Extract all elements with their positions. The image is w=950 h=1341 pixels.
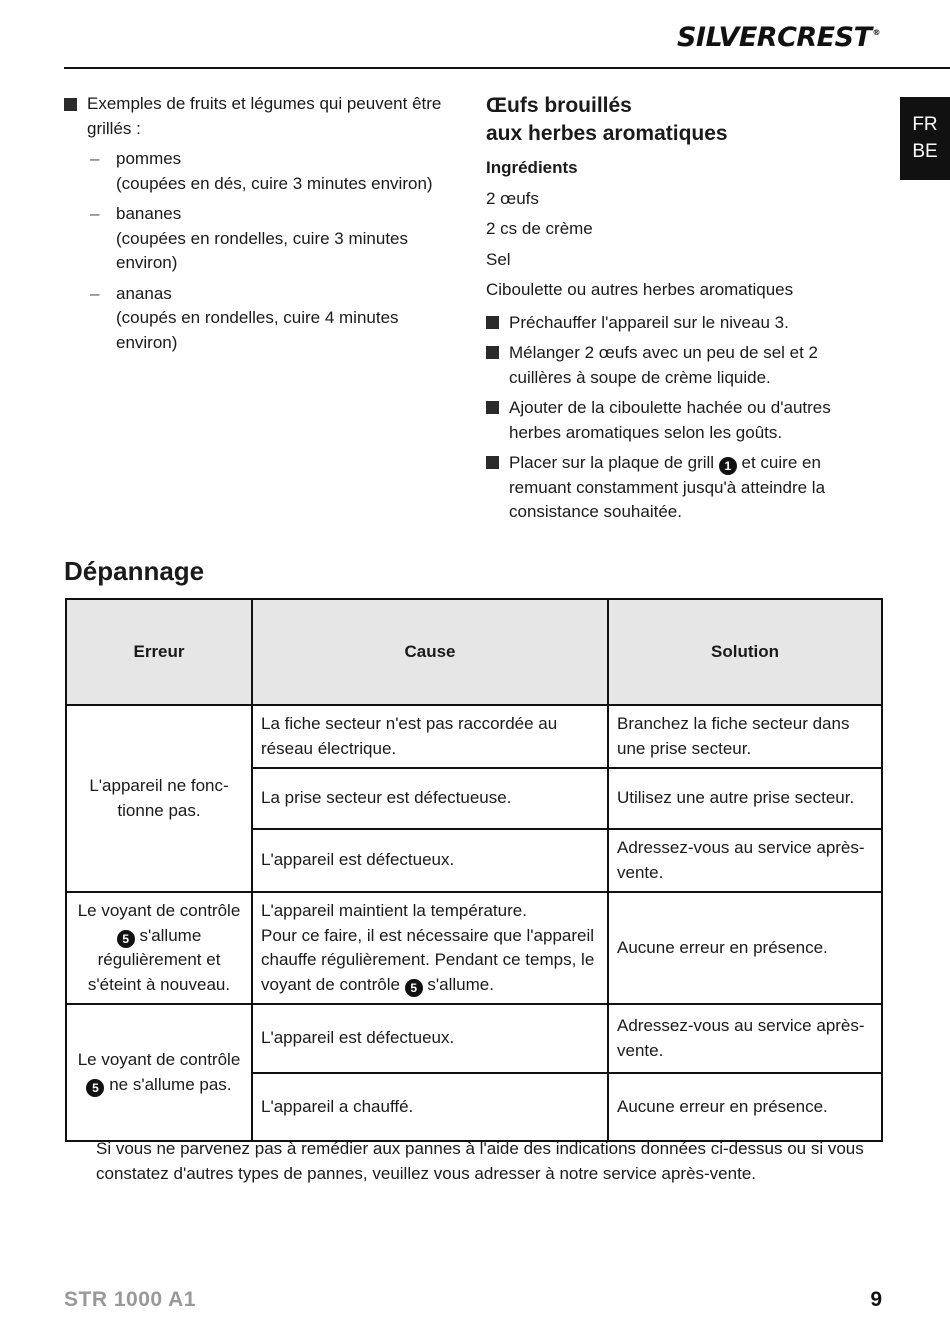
step-text-part: Placer sur la plaque de grill xyxy=(509,453,715,472)
registered-mark: ® xyxy=(872,28,880,37)
fruit-name: pommes xyxy=(116,149,182,168)
step-text: Ajouter de la ciboulette hachée ou d'autres herbes aromatiques selon les goûts. xyxy=(509,398,831,442)
step-text-part: et cuire en remuant constamment jusqu'à atteindre la consistance souhaitée. xyxy=(509,453,826,521)
list-item xyxy=(90,202,454,276)
error-text-part: Le voyant de contrôle xyxy=(77,901,241,920)
square-bullet-icon xyxy=(486,316,499,329)
square-bullet-icon xyxy=(486,346,499,359)
table-row xyxy=(66,892,882,1004)
solution-cell: Aucune erreur en présence. xyxy=(608,892,882,1004)
recipe-title xyxy=(486,92,866,148)
column-header-solution: Solution xyxy=(608,599,882,705)
number-1-badge-icon: 1 xyxy=(719,457,737,475)
table-row xyxy=(66,1004,882,1073)
brand-logo xyxy=(677,22,880,53)
solution-cell: Adressez-vous au service après-vente. xyxy=(608,1004,882,1073)
solution-cell: Adressez-vous au service après-vente. xyxy=(608,829,882,892)
list-item xyxy=(90,282,454,356)
model-number: STR 1000 A1 xyxy=(64,1288,196,1311)
page-number: 9 xyxy=(870,1288,882,1311)
fruit-name: bananes xyxy=(116,204,182,223)
brand-name: SILVERCREST xyxy=(676,22,872,53)
troubleshooting-note: Si vous ne parvenez pas à remédier aux pannes à l'aide des indications données ci-dessus ou si vous constatez d'autres types de pannes, veuillez vous adresser à notre service après-vente. xyxy=(96,1139,864,1183)
error-cell xyxy=(66,1004,252,1141)
cause-cell: L'appareil est défectueux. xyxy=(252,829,608,892)
square-bullet-icon xyxy=(486,401,499,414)
cause-cell: L'appareil a chauffé. xyxy=(252,1073,608,1141)
ingredients-label: Ingrédients xyxy=(486,158,578,177)
cause-cell xyxy=(252,892,608,1004)
cause-text-part: Pour ce faire, il est nécessaire que l'appareil chauffe régulièrement. Pendant ce temps, le voyant de contrôle xyxy=(261,925,595,994)
error-cell xyxy=(66,892,252,1004)
ingredient: 2 œufs xyxy=(486,188,539,208)
fruit-detail: environ) xyxy=(116,332,178,352)
dash-icon: – xyxy=(90,149,100,168)
column-header-error: Erreur xyxy=(66,599,252,705)
recipe-steps xyxy=(486,311,866,525)
fruit-detail: (coupés en rondelles, cuire 4 minutes xyxy=(116,308,399,327)
recipe-title-line2: aux herbes aromatiques xyxy=(486,122,728,145)
step-text: Mélanger 2 œufs avec un peu de sel et 2 cuillères à soupe de crème liquide. xyxy=(509,343,819,387)
solution-cell: Aucune erreur en présence. xyxy=(608,1073,882,1141)
number-5-badge-icon: 5 xyxy=(86,1079,104,1097)
section-title: Dépannage xyxy=(64,556,205,586)
step-text xyxy=(509,451,866,525)
step-text: Préchauffer l'appareil sur le niveau 3. xyxy=(509,312,789,332)
table-header-row xyxy=(66,599,882,705)
lang-code-fr: FR xyxy=(912,114,938,135)
intro-bullet xyxy=(64,92,454,141)
fruit-list xyxy=(90,147,454,355)
ingredient: 2 cs de crème xyxy=(486,219,593,238)
error-text-part: ne s'allume pas. xyxy=(109,1074,232,1094)
step xyxy=(486,451,866,525)
fruit-detail: (coupées en rondelles, cuire 3 minutes xyxy=(116,228,408,248)
number-5-badge-icon: 5 xyxy=(117,930,135,948)
cause-cell: La fiche secteur n'est pas raccordée au réseau électrique. xyxy=(252,705,608,768)
step xyxy=(486,311,866,336)
ingredient: Sel xyxy=(486,249,511,269)
fruit-name: ananas xyxy=(116,283,172,303)
list-item xyxy=(90,147,454,196)
cause-cell: L'appareil est défectueux. xyxy=(252,1004,608,1073)
troubleshooting-table xyxy=(65,598,883,1142)
recipe xyxy=(486,92,866,531)
recipe-title-line1: Œufs brouillés xyxy=(486,94,632,117)
intro-text: Exemples de fruits et légumes qui peuvent être grillés : xyxy=(87,94,442,138)
table-row xyxy=(66,705,882,768)
cause-cell: La prise secteur est défectueuse. xyxy=(252,768,608,829)
solution-cell: Utilisez une autre prise secteur. xyxy=(608,768,882,829)
lang-code-be: BE xyxy=(912,141,938,162)
error-text-part: Le voyant de contrôle xyxy=(77,1050,241,1069)
solution-cell: Branchez la fiche secteur dans une prise secteur. xyxy=(608,705,882,768)
dash-icon: – xyxy=(90,283,100,303)
number-5-badge-icon: 5 xyxy=(405,979,423,997)
fruit-examples xyxy=(64,92,454,361)
fruit-detail: environ) xyxy=(116,253,178,272)
step xyxy=(486,341,866,390)
column-header-cause: Cause xyxy=(252,599,608,705)
fruit-detail: (coupées en dés, cuire 3 minutes environ) xyxy=(116,173,433,193)
step xyxy=(486,396,866,445)
cause-text-part: L'appareil maintient la température. xyxy=(261,901,527,920)
ingredient: Ciboulette ou autres herbes aromatiques xyxy=(486,280,794,299)
error-text-part: s'allume régulièrement et s'éteint à nouveau. xyxy=(87,925,231,994)
square-bullet-icon xyxy=(486,456,499,469)
cause-text-part: s'allume. xyxy=(427,974,494,994)
square-bullet-icon xyxy=(64,98,77,111)
error-cell: L'appareil ne fonc-tionne pas. xyxy=(66,705,252,892)
language-tab xyxy=(900,97,950,180)
dash-icon: – xyxy=(90,204,100,223)
header-rule xyxy=(64,67,950,69)
